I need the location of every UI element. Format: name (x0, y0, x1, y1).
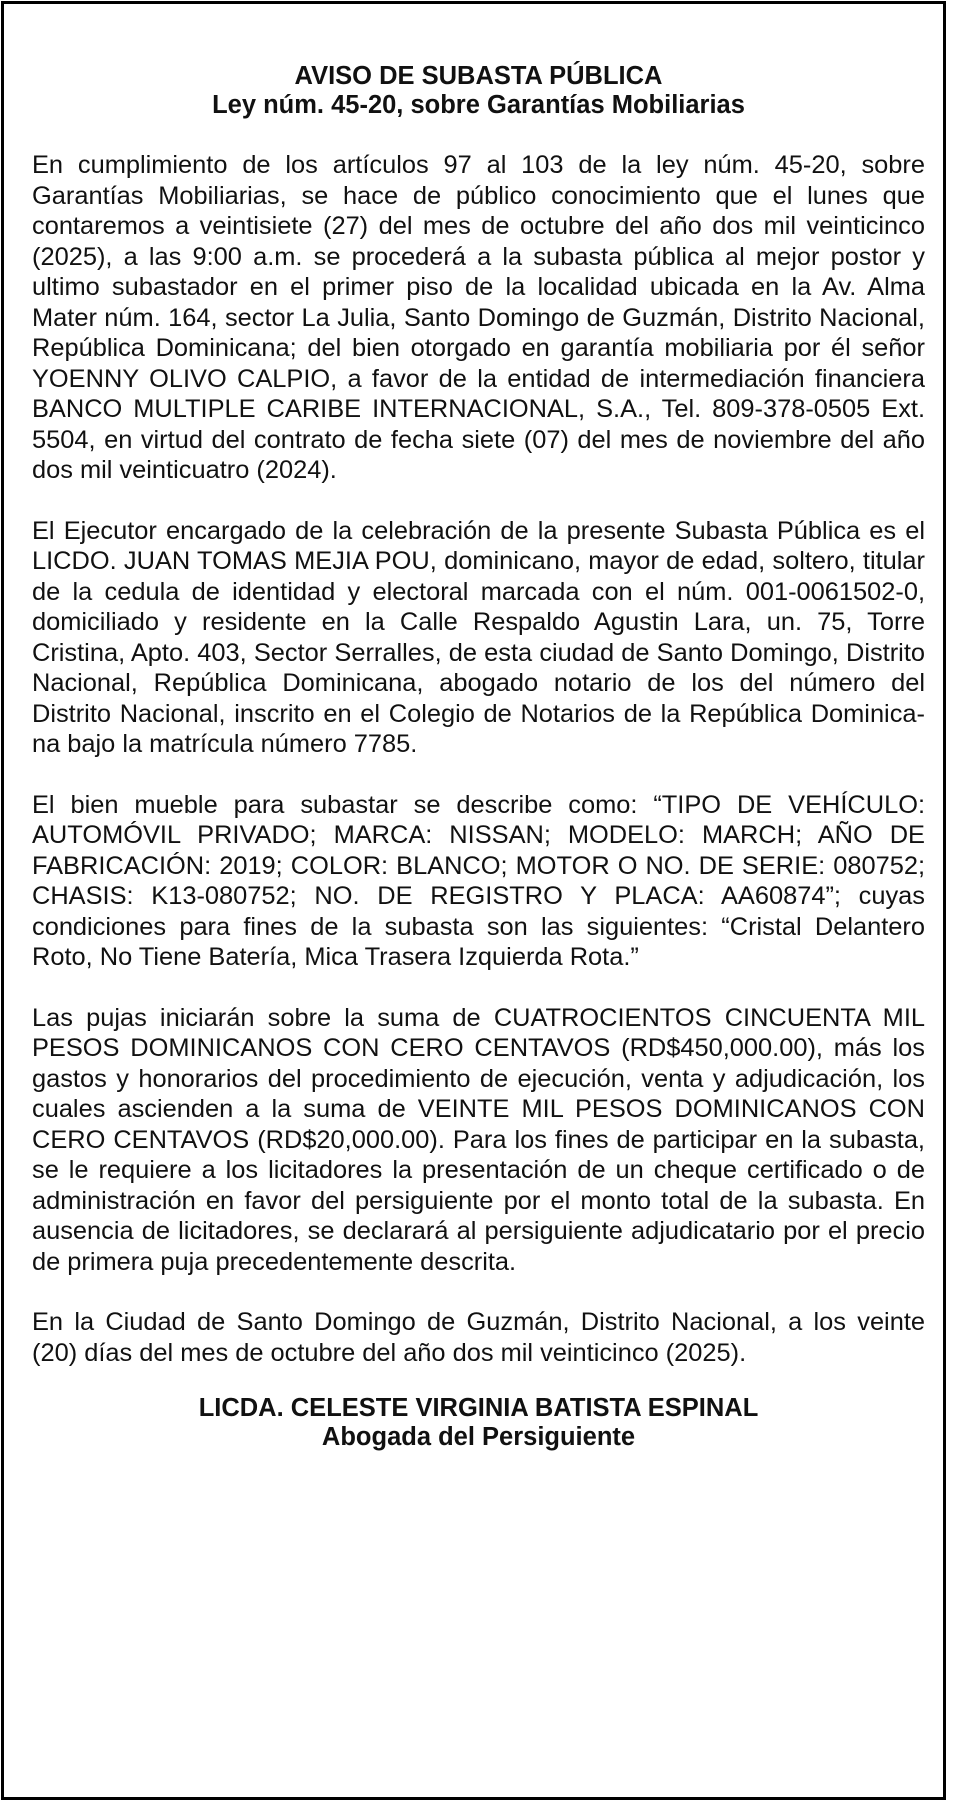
signatory-role: Abogada del Persiguiente (321, 1423, 636, 1451)
notice-header (32, 62, 925, 120)
notice-frame (1, 1, 946, 1800)
signature-block (32, 1394, 925, 1452)
paragraph-bidding-terms: Las pujas iniciarán sobre la suma de CUATROCIENTOS CINCUENTA MIL PESOS DOMINICANOS CON CERO CENTAVOS (RD$450,000.00), más los gastos y honorarios del procedimiento de ejecución, venta y adjudicación, los cuales ascienden a la suma de VEINTE MIL PESOS DOMINICANOS CON CERO CENTAVOS (RD$20,000.00). Para los fines de participar en la subasta, se le requiere a los licitadores la presentación de un cheque certificado o de administración en favor del persiguiente por el monto total de la subasta. En ausencia de licitadores, se declarará al persiguiente adjudicatario por el precio de primera puja precedentemente descrita. (32, 1003, 925, 1276)
paragraph-place-date: En la Ciudad de Santo Domingo de Guzmán, Distrito Nacional, a los veinte (20) días del mes de octubre del año dos mil veinticinco (2025). (32, 1308, 925, 1367)
signatory-name: LICDA. CELESTE VIRGINIA BATISTA ESPINAL (198, 1394, 759, 1422)
paragraph-executor: El Ejecutor encargado de la celebración de la presente Subasta Pública es el LICDO. JUAN TOMAS MEJIA POU, dominicano, mayor de edad, soltero, titular de la cedula de identidad y electoral marcada con el núm. 001-0061502-0, domiciliado y residente en la Calle Respaldo Agustin Lara, un. 75, Torre Cristina, Apto. 403, Sector Serralles, de esta ciudad de Santo Domingo, Distrito Nacional, República Dominicana, abogado notario de los del número del Distrito Nacional, inscrito en el Colegio de Notarios de la República Dominicana bajo la matrícula número 7785. (32, 516, 925, 758)
notice-content (32, 62, 925, 1452)
paragraph-announcement: En cumplimiento de los artículos 97 al 103 de la ley núm. 45-20, sobre Garantías Mobiliarias, se hace de público conocimiento que el lunes que contaremos a veintisiete (27) del mes de octubre del año dos mil veinticinco (2025), a las 9:00 a.m. se procederá a la subasta pública al mejor postor y ultimo subastador en el primer piso de la localidad ubicada en la Av. Alma Mater núm. 164, sector La Julia, Santo Domingo de Guzmán, Distrito Nacional, República Dominicana; del bien otorgado en garantía mobiliaria por él señor YOENNY OLIVO CALPIO, a favor de la entidad de intermediación financiera BANCO MULTIPLE CARIBE INTERNACIONAL, S.A., Tel. 809-378-0505 Ext. 5504, en virtud del contrato de fecha siete (07) del mes de noviembre del año dos mil veinticuatro (2024). (32, 151, 925, 484)
notice-title: AVISO DE SUBASTA PÚBLICA (294, 62, 663, 90)
notice-subtitle: Ley núm. 45-20, sobre Garantías Mobiliarias (212, 91, 745, 119)
paragraph-vehicle-description: El bien mueble para subastar se describe como: “TIPO DE VEHÍCULO: AUTOMÓVIL PRIVADO; MARCA: NISSAN; MODELO: MARCH; AÑO DE FABRICACIÓN: 2019; COLOR: BLANCO; MOTOR O NO. DE SERIE: 080752; CHASIS: K13-080752; NO. DE REGISTRO Y PLACA: AA60874”; cuyas condiciones para fines de la subasta son las siguientes: “Cristal Delantero Roto, No Tiene Batería, Mica Trasera Izquierda Rota.” (32, 790, 925, 971)
